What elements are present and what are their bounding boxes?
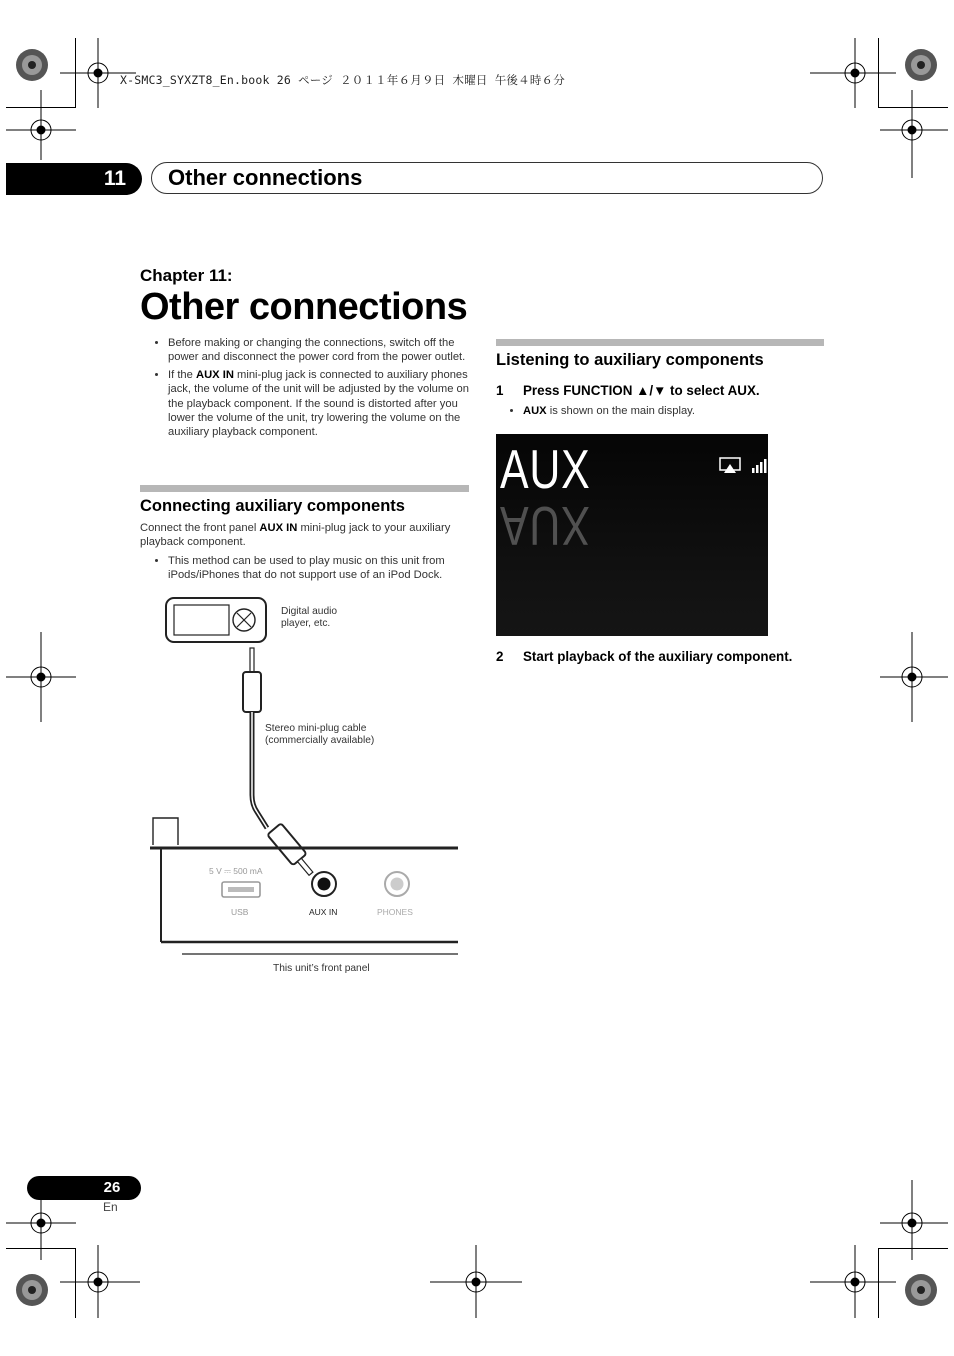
chapter-label: Chapter 11:: [140, 266, 233, 285]
aux-in-label: AUX IN: [309, 907, 338, 917]
phones-label: PHONES: [377, 907, 413, 917]
display-aux-text: AUX: [500, 438, 591, 500]
intro-bullet: • If the AUX IN mini-plug jack is connected to auxiliary phones jack, the volume of the unit will be adjusted by the volume on the playback component. If the sound is distorted after you lower the volume of the unit, try lowering the volume on the auxiliary playback component.: [168, 368, 470, 440]
step-1-bullets: [505, 404, 815, 421]
listening-heading: Listening to auxiliary components: [496, 351, 764, 369]
cable-label: Stereo mini-plug cable (commercially available): [265, 723, 375, 746]
airplay-icon: [720, 458, 740, 473]
step-1: 1 Press FUNCTION ▲/▼ to select AUX.: [496, 383, 760, 398]
step-1-bullet: • AUX is shown on the main display.: [523, 404, 815, 418]
device-label: Digital audio player, etc.: [281, 606, 338, 629]
header-title: Other connections: [168, 165, 363, 190]
page-number: 26: [103, 1179, 121, 1196]
chapter-tab-number: 11: [103, 167, 127, 190]
audio-player-screen: [174, 605, 229, 635]
intro-bullets: [150, 336, 470, 443]
top-plug: [243, 672, 261, 712]
step-2: 2 Start playback of the auxiliary component.: [496, 649, 793, 664]
usb-rating-label: 5 V ⎓ 500 mA: [209, 866, 263, 876]
connecting-bullet: • This method can be used to play music on this unit from iPods/iPhones that do not support use of an iPod Dock.: [168, 554, 472, 583]
bottom-plug: [267, 823, 318, 879]
connecting-bullets: [150, 554, 472, 586]
page-language: En: [103, 1200, 118, 1214]
intro-bullet: • Before making or changing the connections, switch off the power and disconnect the power cord from the power outlet.: [168, 336, 470, 365]
print-info-line: X-SMC3_SYXZT8_En.book 26 ページ ２０１１年６月９日 木曜日 午後４時６分: [120, 73, 565, 87]
signal-strength-icon: [752, 459, 767, 473]
display-aux-reflection: AUX: [500, 495, 591, 557]
connecting-text: Connect the front panel AUX IN mini-plug jack to your auxiliary playback component.: [140, 522, 451, 549]
section-divider: [140, 485, 469, 492]
connecting-heading: Connecting auxiliary components: [140, 497, 405, 515]
chapter-title: Other connections: [140, 286, 468, 328]
panel-caption: This unit’s front panel: [273, 963, 370, 974]
usb-label: USB: [231, 907, 249, 917]
section-divider: [496, 339, 824, 346]
display-status-icons: [719, 456, 769, 476]
